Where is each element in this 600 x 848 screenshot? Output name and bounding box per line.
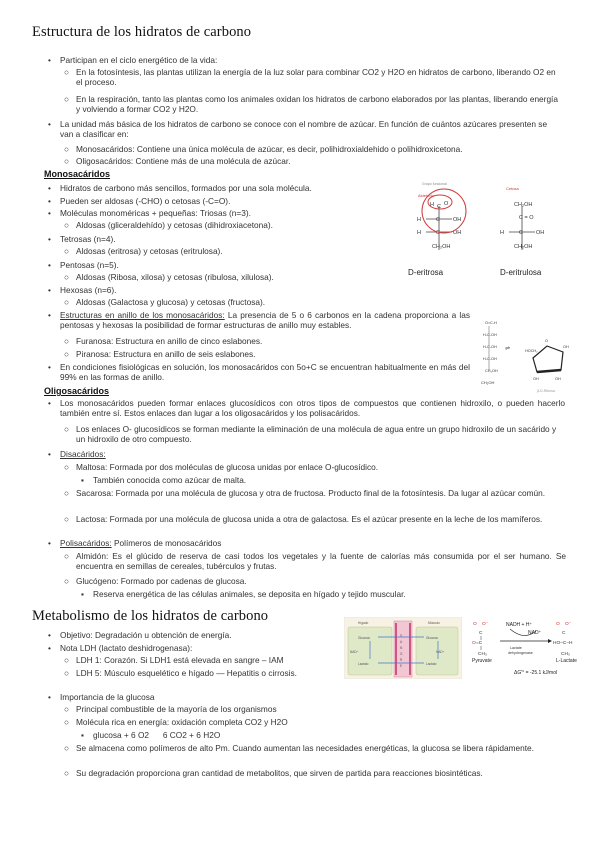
- list-item: Aldosas (Galactosa y glucosa) y cetosas (fructosa).: [76, 297, 266, 307]
- list-item: LDH 1: Corazón. Si LDH1 está elevada en sangre – IAM: [76, 655, 284, 665]
- svg-text:Lactato: Lactato: [358, 662, 369, 666]
- svg-text:O⁻: O⁻: [482, 622, 489, 627]
- figure-caption-small: β-D-Ribosa: [537, 389, 555, 393]
- svg-text:O=C-H: O=C-H: [485, 321, 497, 325]
- svg-text:Músculo: Músculo: [428, 621, 440, 625]
- bullet-l2: ○: [64, 144, 70, 154]
- list-item: [60, 538, 560, 548]
- svg-text:O: O: [473, 622, 477, 627]
- bullet-l1: •: [48, 208, 51, 218]
- bullet-l1: •: [48, 310, 51, 320]
- list-item: Moléculas monoméricas + pequeñas: Triosas (n=3).: [60, 208, 251, 218]
- figure-caption-small: Aldehído: [418, 193, 434, 198]
- bullet-l2: ○: [64, 94, 70, 104]
- list-item: Oligosacáridos: Contiene más de una molécula de azúcar.: [76, 156, 291, 166]
- svg-text:S: S: [400, 634, 403, 638]
- list-item: Pentosas (n=5).: [60, 260, 119, 270]
- svg-text:CH₂OH: CH₂OH: [514, 244, 533, 250]
- bullet-l2: ○: [64, 655, 70, 665]
- bullet-l2: ○: [64, 336, 70, 346]
- bullet-l1: •: [48, 643, 51, 653]
- svg-text:CH₃: CH₃: [561, 652, 570, 657]
- svg-text:C: C: [562, 631, 566, 636]
- bullet-l2: ○: [64, 272, 70, 282]
- bullet-l2: ○: [64, 220, 70, 230]
- bullet-l1: •: [48, 362, 51, 372]
- list-item: Se almacena como polímeros de alto Pm. Cuando aumentan las necesidades energéticas, la glucosa se libera rápidamente.: [76, 743, 534, 753]
- section-title-metabolismo: Metabolismo de los hidratos de carbono: [32, 608, 269, 624]
- list-item: En la respiración, tanto las plantas como los animales oxidan los hidratos de carbono elaborados por las plantas, liberando energía y volviendo a formar CO2 y H2O.: [76, 94, 558, 115]
- list-item: Los enlaces O- glucosídicos se forman mediante la eliminación de una molécula de agua entre un grupo hidroxilo de un sacárido y un hidroxilo de otro compuesto.: [76, 424, 557, 445]
- ribose-chain: [483, 321, 498, 373]
- svg-text:OH: OH: [453, 217, 462, 223]
- metabolism-compartment-figure: [344, 617, 462, 679]
- polisacaridos-text: Polímeros de monosacáridos: [111, 538, 222, 548]
- svg-text:OH: OH: [453, 230, 462, 236]
- heading-oligosacaridos: Oligosacáridos: [44, 386, 110, 396]
- svg-text:H-C-OH: H-C-OH: [483, 345, 497, 349]
- svg-text:OH: OH: [563, 345, 569, 349]
- list-item: Sacarosa: Formada por una molécula de glucosa y otra de fructosa. Producto final de la fotosíntesis. Da lugar al azúcar común.: [76, 488, 546, 498]
- label-delta-g: ΔG'° = -25.1 kJ/mol: [514, 670, 558, 676]
- bullet-l3: ▪: [81, 589, 84, 599]
- list-item: En la fotosíntesis, las plantas utilizan la energía de la luz solar para combinar CO2 y H2O en hidratos de carbono, liberando O2 en el proceso.: [76, 67, 556, 88]
- svg-text:E: E: [400, 664, 403, 668]
- bullet-l1: •: [48, 692, 51, 702]
- list-item: Reserva energética de las células animales, se deposita en hígado y tejido muscular.: [93, 589, 406, 599]
- list-item: Su degradación proporciona gran cantidad de metabolitos, que sirven de partida para reacciones biosintéticas.: [76, 768, 483, 778]
- list-item: También conocida como azúcar de malta.: [93, 475, 247, 485]
- bullet-l3: ▪: [81, 475, 84, 485]
- bullet-l2: ○: [64, 462, 70, 472]
- list-item: Hidratos de carbono más sencillos, formados por una sola molécula.: [60, 183, 312, 193]
- svg-text:Glucosa: Glucosa: [426, 636, 438, 640]
- bullet-l1: •: [48, 234, 51, 244]
- bullet-l1: •: [48, 119, 51, 129]
- svg-text:C: C: [436, 230, 440, 236]
- bullet-l3: ▪: [81, 730, 84, 740]
- svg-text:G: G: [400, 652, 403, 656]
- svg-text:CH₂OH: CH₂OH: [514, 202, 533, 208]
- list-item: Principal combustible de la mayoría de los organismos: [76, 704, 277, 714]
- list-item: Furanosa: Estructura en anillo de cinco eslabones.: [76, 336, 263, 346]
- bullet-l2: ○: [64, 668, 70, 678]
- svg-text:O: O: [545, 339, 548, 343]
- list-item: LDH 5: Músculo esquelético e hígado — Hepatitis o cirrosis.: [76, 668, 297, 678]
- svg-text:A: A: [400, 640, 403, 644]
- svg-text:CH₂OH: CH₂OH: [432, 244, 451, 250]
- svg-text:C: C: [437, 204, 441, 210]
- label-nad: NAD⁺: [528, 630, 542, 636]
- svg-text:OH: OH: [533, 377, 539, 381]
- svg-text:H: H: [417, 217, 421, 223]
- list-item: Glucógeno: Formado por cadenas de glucosa.: [76, 576, 247, 586]
- bullet-l2: ○: [64, 704, 70, 714]
- svg-text:O: O: [556, 622, 560, 627]
- list-item: Los monosacáridos pueden formar enlaces glucosídicos con otros tipos de compuestos que contienen hidroxilo, o pueden hacerlo también entre sí. Estos enlaces dan lugar a los oligosacáridos y los polisacáridos.: [60, 398, 565, 419]
- ring-structure-figure: [475, 318, 575, 394]
- figure-caption-small: CH₂OH: [481, 380, 495, 385]
- pyruvate-structure: [472, 621, 489, 657]
- svg-text:C = O: C = O: [519, 215, 534, 221]
- bullet-l2: ○: [64, 743, 70, 753]
- svg-text:C: C: [519, 230, 523, 236]
- list-item: Monosacáridos: Contiene una única molécula de azúcar, es decir, polihidroxialdehido o polihidroxicetona.: [76, 144, 463, 154]
- svg-text:HO–C–H: HO–C–H: [553, 641, 573, 646]
- svg-text:NAD⁺: NAD⁺: [350, 650, 359, 654]
- bullet-l2: ○: [64, 297, 70, 307]
- svg-text:O: O: [444, 201, 449, 207]
- list-item: glucosa + 6 O2 6 CO2 + 6 H2O: [93, 730, 221, 740]
- svg-text:dehydrogenase: dehydrogenase: [508, 651, 533, 655]
- bullet-l1: •: [48, 196, 51, 206]
- bullet-l2: ○: [64, 551, 70, 561]
- figure-caption-small: Cetosa: [506, 186, 519, 191]
- svg-text:=C: =C: [476, 641, 483, 646]
- list-item: Aldosas (gliceraldehído) y cetosas (dihidroxiacetona).: [76, 220, 273, 230]
- bullet-l2: ○: [64, 768, 70, 778]
- list-item: La unidad más básica de los hidratos de carbono se conoce con el nombre de azúcar. En función de cuántos azúcares presenten se van a clasificar en:: [60, 119, 548, 140]
- svg-text:O⁻: O⁻: [565, 622, 572, 627]
- list-item-disacaridos: Disacáridos:: [60, 449, 106, 459]
- bullet-l1: •: [48, 260, 51, 270]
- list-item: Pueden ser aldosas (-CHO) o cetosas (-C=O).: [60, 196, 231, 206]
- svg-text:OH: OH: [536, 230, 545, 236]
- heading-monosacaridos: Monosacáridos: [44, 169, 111, 179]
- bullet-l2: ○: [64, 424, 70, 434]
- bullet-l1: •: [48, 398, 51, 408]
- svg-text:N: N: [400, 646, 403, 650]
- label-enzyme: Lactate: [510, 646, 522, 650]
- bullet-l1: •: [48, 538, 51, 548]
- svg-text:R: R: [400, 658, 403, 662]
- bullet-l2: ○: [64, 576, 70, 586]
- svg-text:Hígado: Hígado: [358, 621, 369, 625]
- svg-text:CH₂OH: CH₂OH: [485, 369, 498, 373]
- list-item: Aldosas (Ribosa, xilosa) y cetosas (ribulosa, xilulosa).: [76, 272, 274, 282]
- label-d-eritrosa: D-eritrosa: [408, 268, 444, 277]
- svg-text:HOCH₂: HOCH₂: [525, 349, 538, 353]
- label-lactate: L-Lactate: [556, 658, 577, 664]
- list-item: Maltosa: Formada por dos moléculas de glucosa unidas por enlace O-glucosídico.: [76, 462, 379, 472]
- bullet-l1: •: [48, 55, 51, 65]
- label-d-eritrulosa: D-eritrulosa: [500, 268, 542, 277]
- list-item: Aldosas (eritrosa) y cetosas (eritrulosa).: [76, 246, 223, 256]
- label-pyruvate: Pyruvate: [472, 658, 492, 664]
- svg-text:C: C: [479, 631, 483, 636]
- list-item: Tetrosas (n=4).: [60, 234, 116, 244]
- svg-text:OH: OH: [555, 377, 561, 381]
- svg-text:H-C-OH: H-C-OH: [483, 357, 497, 361]
- list-item: Importancia de la glucosa: [60, 692, 155, 702]
- list-item: Hexosas (n=6).: [60, 285, 117, 295]
- list-item: En condiciones fisiológicas en solución, los monosacáridos con 5o+C se encuentran habitualmente en más del 99% en las formas de anillo.: [60, 362, 470, 383]
- figure-caption-small: Grupo funcional: [422, 182, 447, 186]
- svg-text:O: O: [472, 641, 476, 646]
- svg-text:H: H: [417, 230, 421, 236]
- bullet-l1: •: [48, 285, 51, 295]
- list-item: Almidón: Es el glúcido de reserva de casi todos los vegetales y la fuente de calorías más consumida por el ser humano. Se encuentra en semillas de cereales, tubérculos y frutas.: [76, 551, 566, 572]
- svg-text:H: H: [430, 202, 434, 208]
- svg-text:H-C-OH: H-C-OH: [483, 333, 497, 337]
- svg-text:H: H: [500, 230, 504, 236]
- bullet-l1: •: [48, 630, 51, 640]
- bullet-l2: ○: [64, 488, 70, 498]
- lactate-structure: [553, 621, 573, 657]
- list-item: Molécula rica en energía: oxidación completa CO2 y H2O: [76, 717, 288, 727]
- list-item: Nota LDH (lactato deshidrogenasa):: [60, 643, 193, 653]
- svg-text:CH₃: CH₃: [478, 652, 487, 657]
- arrow-icon: ⇌: [505, 346, 511, 352]
- section-title-estructura: Estructura de los hidratos de carbono: [32, 24, 252, 40]
- svg-text:Lactato: Lactato: [426, 662, 437, 666]
- svg-text:C: C: [436, 217, 440, 223]
- list-item: Objetivo: Degradación u obtención de energía.: [60, 630, 232, 640]
- polisacaridos-label: Polisacáridos:: [60, 538, 112, 548]
- erythrose-erythrulose-figure: [404, 178, 574, 278]
- label-nadh: NADH + H⁺: [506, 622, 533, 628]
- bullet-l2: ○: [64, 349, 70, 359]
- ring-structures-label: Estructuras en anillo de los monosacáridos:: [60, 310, 225, 320]
- bullet-l1: •: [48, 449, 51, 459]
- list-item: Participan en el ciclo energético de la vida:: [60, 55, 218, 65]
- bullet-l2: ○: [64, 246, 70, 256]
- ring-structures-text: La presencia de 5 o 6 carbonos en la cadena proporciona a las pentosas y hexosas la posibilidad de formar estructuras de anillo muy estables.: [60, 310, 470, 331]
- bullet-l2: ○: [64, 67, 70, 77]
- pyruvate-lactate-figure: [470, 617, 582, 677]
- bullet-l1: •: [48, 183, 51, 193]
- list-item: Lactosa: Formada por una molécula de glucosa unida a otra de galactosa. Es el azúcar presente en la leche de los mamíferos.: [76, 514, 543, 524]
- bullet-l2: ○: [64, 514, 70, 524]
- list-item: Piranosa: Estructura en anillo de seis eslabones.: [76, 349, 256, 359]
- svg-text:NAD⁺: NAD⁺: [436, 650, 445, 654]
- list-item: [60, 310, 470, 330]
- bullet-l2: ○: [64, 717, 70, 727]
- svg-text:Glucosa: Glucosa: [358, 636, 370, 640]
- bullet-l2: ○: [64, 156, 70, 166]
